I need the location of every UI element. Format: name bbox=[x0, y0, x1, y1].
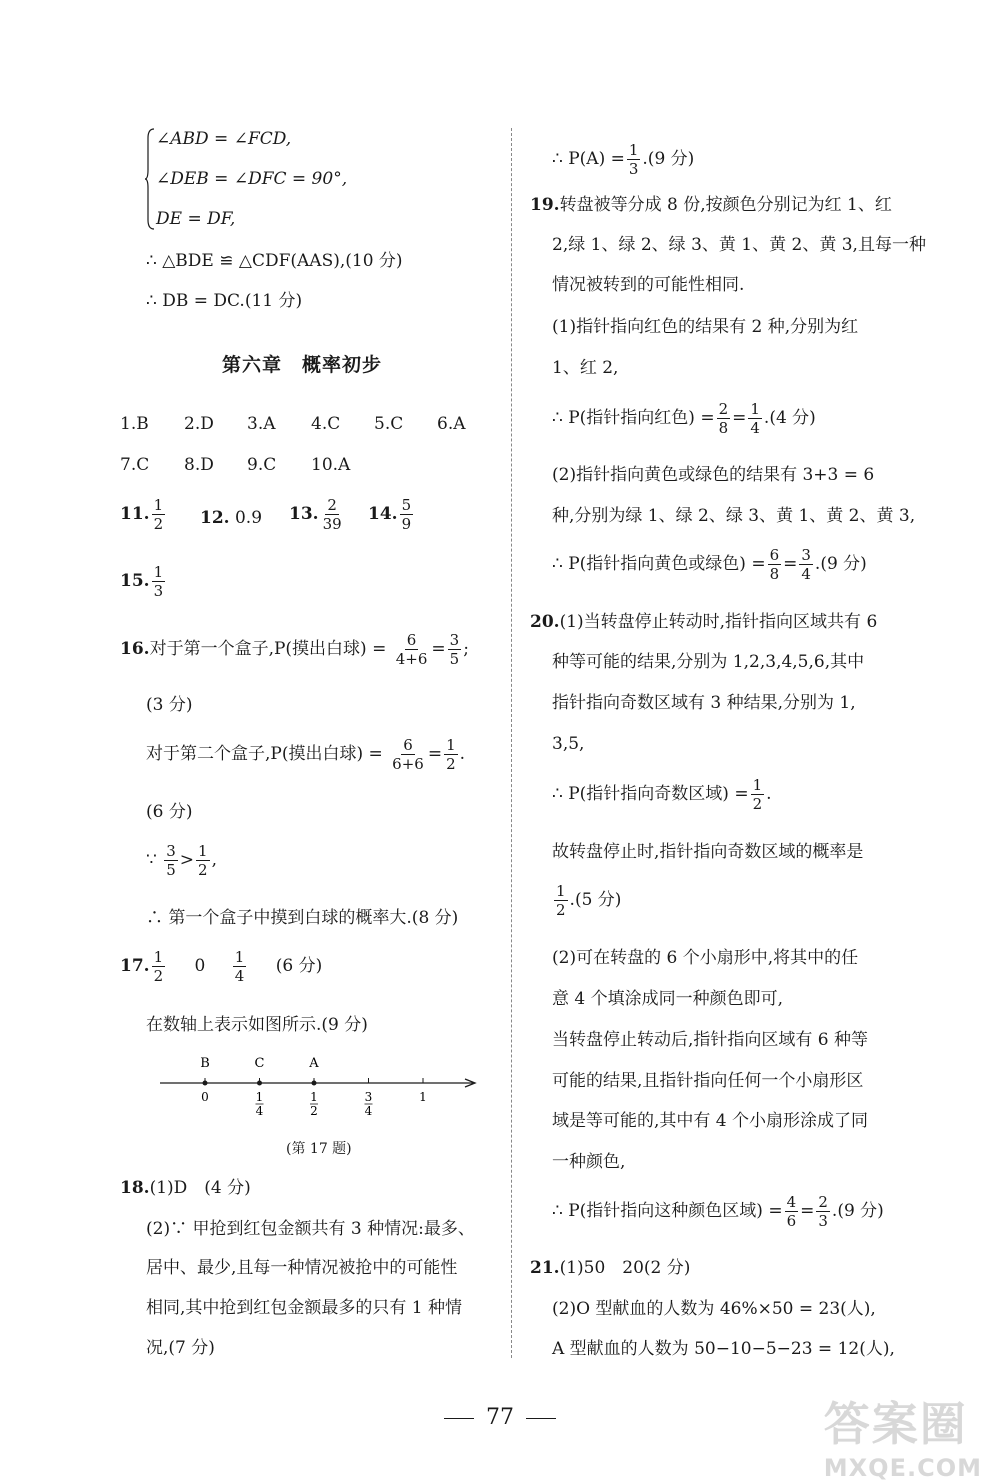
q16-compare: ∵ $\frac{3}{5}$ > $\frac{1}{2}$ , bbox=[146, 842, 217, 879]
tick-label: 0 bbox=[201, 1090, 209, 1104]
q20-line: 当转盘停止转动后,指针指向区域有 6 种等 bbox=[552, 1030, 869, 1050]
mc-answer: 1.B bbox=[120, 414, 149, 434]
point-label: C bbox=[254, 1056, 265, 1071]
q13-answer: 13. $\frac{2}{39}$ bbox=[289, 496, 342, 533]
q19-eq-1: ∴ P(指针指向红色) = $\frac{2}{8}$ = $\frac{1}{4}$ .(4 分) bbox=[552, 400, 816, 437]
point-label: B bbox=[200, 1056, 210, 1071]
point-marker bbox=[257, 1081, 262, 1086]
mc-answer: 2.D bbox=[184, 414, 214, 434]
tick-label-denominator: 4 bbox=[364, 1104, 373, 1118]
q19-line: 2,绿 1、绿 2、绿 3、黄 1、黄 2、黄 3,且每一种 bbox=[552, 235, 926, 255]
q17-description: 在数轴上表示如图所示.(9 分) bbox=[146, 1015, 368, 1035]
q16-score-1: (3 分) bbox=[146, 695, 193, 715]
mc-answer: 5.C bbox=[374, 414, 404, 434]
column-divider bbox=[511, 128, 512, 1358]
figure-caption: (第 17 题) bbox=[286, 1141, 352, 1157]
mc-answer: 6.A bbox=[437, 414, 466, 434]
mc-answer: 9.C bbox=[247, 455, 277, 475]
q21-line: A 型献血的人数为 50−10−5−23 = 12(人), bbox=[552, 1339, 895, 1359]
q16-line-2: 对于第二个盒子,P(摸出白球) = $\frac{6}{6+6}$ = $\frac{1}{2}$ . bbox=[146, 736, 466, 773]
q19-line: 种,分别为绿 1、绿 2、绿 3、黄 1、黄 2、黄 3, bbox=[552, 506, 916, 526]
q14-answer: 14. $\frac{5}{9}$ bbox=[368, 496, 412, 533]
q18-text: (2)∵ 甲抢到红包金额共有 3 种情况:最多、 bbox=[146, 1219, 475, 1239]
watermark-logo: 答案圈 MXQE.COM bbox=[823, 1397, 982, 1482]
proof-line-2: ∠DEB = ∠DFC = 90°, bbox=[156, 169, 348, 189]
q12-answer: 12. 0.9 bbox=[200, 508, 263, 528]
q18-part-1: 18.(1)D (4 分) bbox=[120, 1178, 251, 1198]
point-label: A bbox=[309, 1056, 319, 1071]
q21-line: (2)O 型献血的人数为 46%×50 = 23(人), bbox=[552, 1299, 876, 1319]
point-marker bbox=[203, 1081, 208, 1086]
tick-label-denominator: 4 bbox=[255, 1104, 264, 1118]
q11-answer: 11. $\frac{1}{2}$ bbox=[120, 496, 164, 533]
conclusion-line: ∴ DB = DC.(11 分) bbox=[146, 291, 303, 311]
proof-line-3: DE = DF, bbox=[156, 209, 236, 229]
q19-line: (1)指针指向红色的结果有 2 种,分别为红 bbox=[552, 317, 859, 337]
tick-label-numerator: 1 bbox=[310, 1090, 318, 1104]
mc-answer: 10.A bbox=[311, 455, 351, 475]
q18-result: ∴ P(A) = $\frac{1}{3}$ .(9 分) bbox=[552, 141, 695, 178]
mc-answer: 7.C bbox=[120, 455, 150, 475]
congruent-line: ∴ △BDE ≌ △CDF(AAS),(10 分) bbox=[146, 251, 403, 271]
q20-line: 一种颜色, bbox=[552, 1152, 626, 1172]
q20-eq-2: ∴ P(指针指向这种颜色区域) = $\frac{4}{6}$ = $\frac{2}{3}$ .(9 分) bbox=[552, 1193, 884, 1230]
q21-line: 21.(1)50 20(2 分) bbox=[530, 1258, 691, 1278]
tick-label: 1 bbox=[419, 1090, 427, 1104]
q20-line: 可能的结果,且指针指向任何一个小扇形区 bbox=[552, 1071, 864, 1091]
q20-line: 故转盘停止时,指针指向奇数区域的概率是 bbox=[552, 842, 864, 862]
q20-line: 3,5, bbox=[552, 734, 585, 754]
system-brace bbox=[145, 128, 155, 230]
page-number: 77 bbox=[0, 1405, 1000, 1430]
point-marker bbox=[312, 1081, 317, 1086]
q17-answer: 17. $\frac{1}{2}$ 0 $\frac{1}{4}$ (6 分) bbox=[120, 948, 323, 985]
tick-label-denominator: 2 bbox=[310, 1104, 318, 1118]
q20-line: 种等可能的结果,分别为 1,2,3,4,5,6,其中 bbox=[552, 652, 865, 672]
q16-score-2: (6 分) bbox=[146, 802, 193, 822]
q20-line: 指针指向奇数区域有 3 种结果,分别为 1, bbox=[552, 693, 856, 713]
mc-answer: 3.A bbox=[247, 414, 276, 434]
q19-line: 19.转盘被等分成 8 份,按颜色分别记为红 1、红 bbox=[530, 195, 892, 215]
mc-answer: 4.C bbox=[311, 414, 341, 434]
q20-line: 域是等可能的,其中有 4 个小扇形涂成了同 bbox=[552, 1111, 869, 1131]
q20-conclusion: $\frac{1}{2}$ .(5 分) bbox=[556, 882, 622, 919]
q18-text: 居中、最少,且每一种情况被抢中的可能性 bbox=[146, 1258, 458, 1278]
q20-line: (2)可在转盘的 6 个小扇形中,将其中的任 bbox=[552, 948, 859, 968]
proof-line-1: ∠ABD = ∠FCD, bbox=[156, 129, 292, 149]
q20-eq-1: ∴ P(指针指向奇数区域) = $\frac{1}{2}$ . bbox=[552, 776, 772, 813]
q16-line-1: 16.对于第一个盒子,P(摸出白球) = $\frac{6}{4+6}$ = $\frac{3}{5}$ ; bbox=[120, 631, 469, 668]
q20-line: 意 4 个填涂成同一种颜色即可, bbox=[552, 989, 784, 1009]
mc-answer: 8.D bbox=[184, 455, 214, 475]
number-line-figure bbox=[155, 1048, 485, 1128]
q20-line: 20.(1)当转盘停止转动时,指针指向区域共有 6 bbox=[530, 612, 878, 632]
q15-answer: 15. $\frac{1}{3}$ bbox=[120, 563, 164, 600]
q18-text: 相同,其中抢到红包金额最多的只有 1 种情 bbox=[146, 1298, 463, 1318]
q19-line: 情况被转到的可能性相同. bbox=[552, 275, 745, 295]
chapter-title: 第六章 概率初步 bbox=[222, 354, 383, 376]
tick-label-numerator: 3 bbox=[364, 1090, 373, 1104]
tick-label-numerator: 1 bbox=[255, 1090, 264, 1104]
q16-conclusion: ∴ 第一个盒子中摸到白球的概率大.(8 分) bbox=[146, 908, 459, 928]
q19-line: (2)指针指向黄色或绿色的结果有 3+3 = 6 bbox=[552, 465, 875, 485]
q19-line: 1、红 2, bbox=[552, 358, 619, 378]
q19-eq-2: ∴ P(指针指向黄色或绿色) = $\frac{6}{8}$ = $\frac{3}{4}$ .(9 分) bbox=[552, 546, 867, 583]
q18-text: 况,(7 分) bbox=[146, 1338, 215, 1358]
